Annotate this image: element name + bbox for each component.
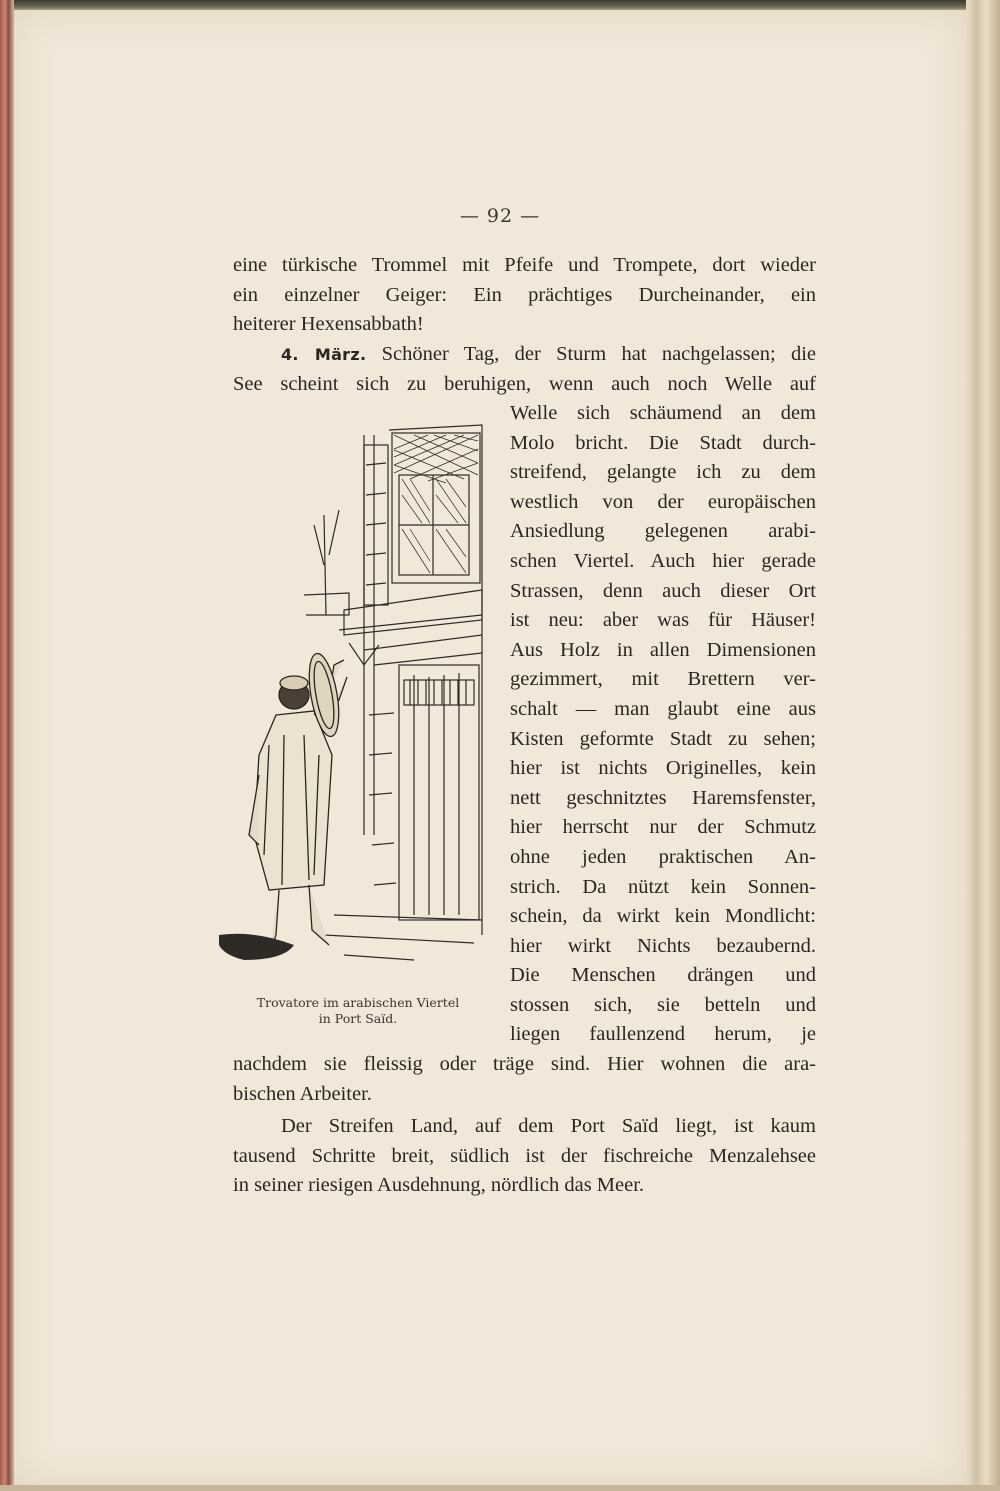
ground-shadow [219, 934, 294, 960]
text-line: gezimmert, mit Brettern ver- [510, 668, 816, 691]
text-line: heiterer Hexensabbath! [233, 313, 424, 336]
text-line: Kisten geformte Stadt zu sehen; [510, 727, 816, 750]
caption-line: in Port Saïd. [318, 1011, 398, 1026]
text-line: Der Streifen Land, auf dem Port Saïd liegt, ist kaum [281, 1115, 816, 1137]
text-line: Strassen, denn auch dieser Ort [510, 579, 816, 602]
text-line: eine türkische Trommel mit Pfeife und Trompete, dort wieder [233, 254, 816, 276]
text-line: hier ist nichts Originelles, kein [510, 757, 816, 780]
book-page [14, 10, 966, 1485]
text-line: See scheint sich zu beruhigen, wenn auch noch Welle auf [233, 372, 816, 395]
paragraph-2-continuation [233, 1050, 816, 1109]
text-line: streifend, gelangte ich zu dem [510, 461, 816, 484]
illustration-trovatore [214, 415, 486, 975]
text-line: hier wirkt Nichts bezaubernd. [510, 934, 816, 957]
page-number: — 92 — [459, 205, 541, 227]
text-line: Die Menschen drängen und [510, 964, 816, 987]
text-line: ein einzelner Geiger: Ein prächtiges Durcheinander, ein [233, 283, 816, 306]
text-line: ohne jeden praktischen An- [510, 845, 816, 868]
text-line: hier herrscht nur der Schmutz [510, 816, 816, 839]
paragraph-2-opening [233, 340, 816, 399]
narrow-text-column [510, 399, 816, 1050]
text-line: schalt — man glaubt eine aus [510, 697, 816, 720]
paragraph-1 [233, 251, 816, 340]
text-line: tausend Schritte breit, südlich ist der fischreiche Menzalehsee [233, 1144, 816, 1167]
text-line: liegen faullenzend herum, je [510, 1023, 816, 1046]
illustration-caption [233, 995, 483, 1027]
text-line: nachdem sie fleissig oder träge sind. Hier wohnen die ara- [233, 1053, 816, 1075]
text-line: Molo bricht. Die Stadt durch- [510, 431, 816, 454]
caption-line: Trovatore im arabischen Viertel [256, 995, 460, 1010]
text-line: 4. März. Schöner Tag, der Sturm hat nachgelassen; die [281, 343, 816, 365]
diary-date: 4. März. [281, 345, 367, 364]
text-line: Ansiedlung gelegenen arabi- [510, 520, 816, 543]
text-line: Welle sich schäumend an dem [510, 402, 816, 424]
text-line: ist neu: aber was für Häuser! [510, 609, 816, 632]
text-line: bischen Arbeiter. [233, 1082, 372, 1105]
text-line: stossen sich, sie betteln und [510, 993, 816, 1016]
text-line: schein, da wirkt kein Mondlicht: [510, 905, 816, 928]
text-line: nett geschnitztes Haremsfenster, [510, 786, 816, 809]
paragraph-3 [233, 1112, 816, 1201]
text-line: westlich von der europäischen [510, 490, 816, 513]
text-line: Aus Holz in allen Dimensionen [510, 638, 816, 661]
text-line: schen Viertel. Auch hier gerade [510, 549, 816, 572]
book-bottom-edge [0, 1485, 1000, 1491]
text-line: strich. Da nützt kein Sonnen- [510, 875, 816, 898]
text-line: in seiner riesigen Ausdehnung, nördlich das Meer. [233, 1174, 645, 1197]
